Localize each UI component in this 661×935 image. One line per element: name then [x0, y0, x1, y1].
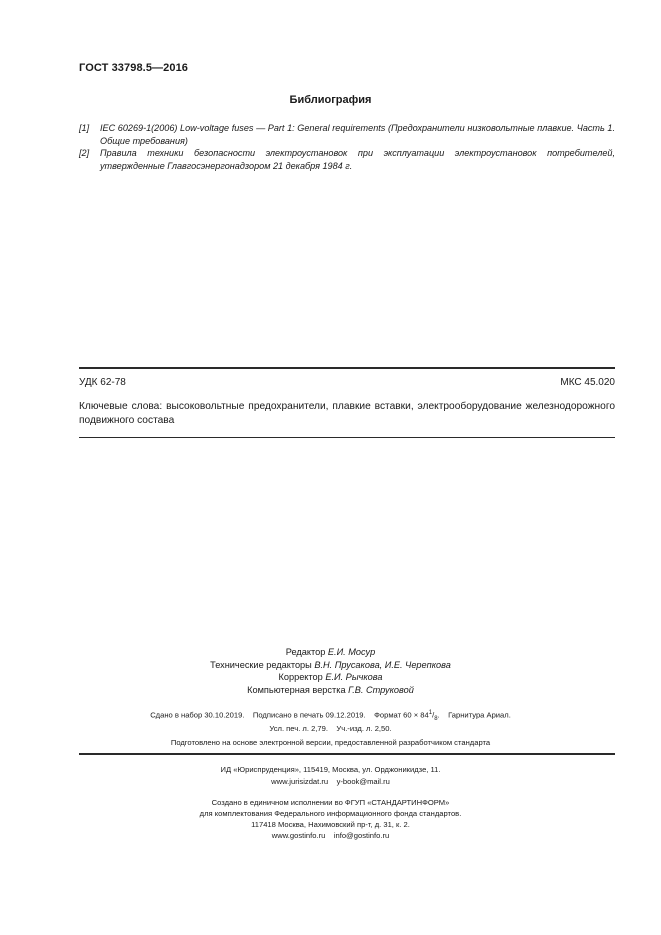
credits-block	[0, 646, 661, 696]
publication-sheets: Усл. печ. л. 2,79. Уч.-изд. л. 2,50.	[269, 724, 392, 733]
credit-proofreader: Корректор Е.И. Рычкова	[278, 672, 383, 682]
factory-block: Создано в единичном исполнении во ФГУП «СТАНДАРТИНФОРМ» для комплектования Федерального информационного фонда стандартов. 117418 Москва, Нахимовский пр-т, д. 31, к. 2. www.gostinfo.ru info@gostinfo.ru	[199, 798, 462, 840]
reference-item	[79, 147, 615, 173]
mks-code: МКС 45.020	[560, 377, 615, 388]
credit-editor: Редактор Е.И. Мосур	[285, 647, 376, 657]
publication-dates: Сдано в набор 30.10.2019. Подписано в печать 09.12.2019. Формат $60 \times 84^1/_8$. Гарнитура Ариал.	[150, 710, 511, 723]
credit-layout: Компьютерная верстка Г.В. Струковой	[247, 684, 414, 695]
divider-keywords	[79, 437, 615, 438]
bibliography-title: Библиография	[289, 94, 372, 106]
reference-number: [1]	[79, 123, 90, 133]
credit-tech-editors: Технические редакторы В.Н. Прусакова, И.Е. Черепкова	[210, 659, 451, 670]
prepared-note: Подготовлено на основе электронной версии, предоставленной разработчиком стандарта	[170, 738, 491, 747]
udk-code: УДК 62-78	[79, 377, 126, 388]
divider-bottom	[79, 753, 615, 755]
standard-code: ГОСТ 33798.5—2016	[79, 62, 189, 74]
reference-text: Правила техники безопасности электроустановок при эксплуатации электроустановок потребителей, утвержденные Главгосэнергонадзором 21 декабря 1984 г.	[100, 148, 615, 171]
reference-item	[79, 122, 615, 148]
reference-number: [2]	[79, 148, 90, 158]
keywords: Ключевые слова: высоковольтные предохранители, плавкие вставки, электрооборудование железнодорожного подвижного состава	[79, 401, 615, 426]
reference-text: IEC 60269-1(2006) Low-voltage fuses — Part 1: General requirements (Предохранители низковольтные плавкие. Часть 1. Общие требования)	[100, 123, 615, 146]
publisher-block: ИД «Юриспруденция», 115419, Москва, ул. Орджоникидзе, 11. www.jurisizdat.ru y-book@mail.ru	[220, 765, 441, 786]
divider-top	[79, 367, 615, 369]
